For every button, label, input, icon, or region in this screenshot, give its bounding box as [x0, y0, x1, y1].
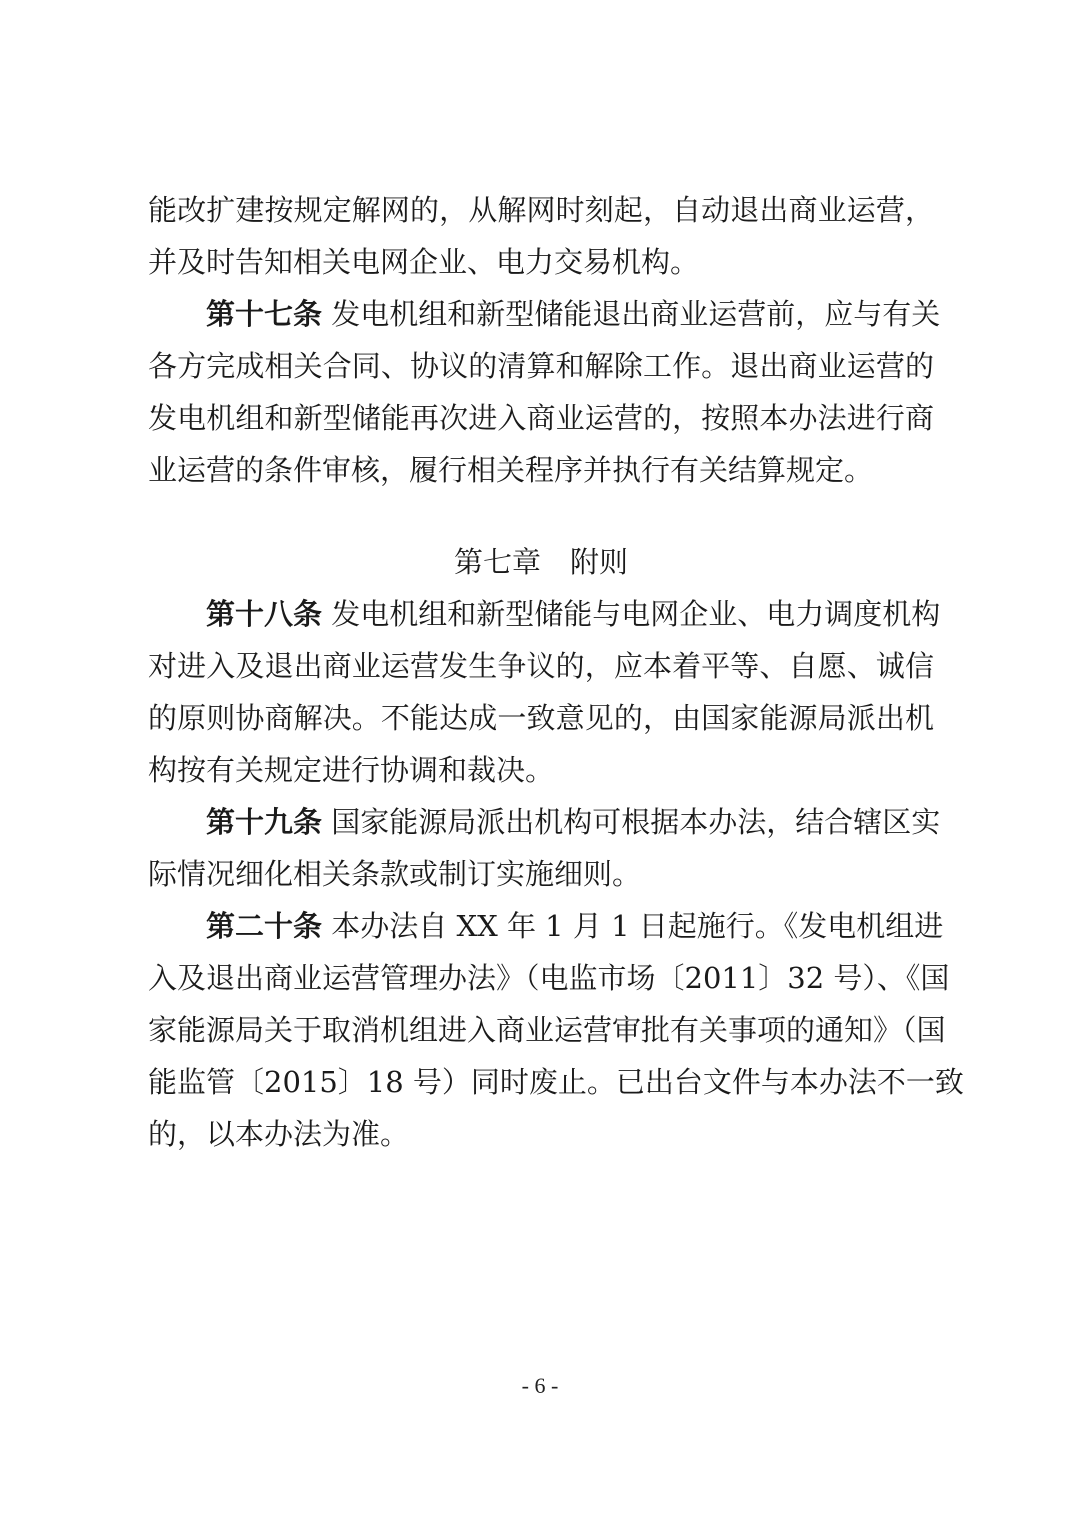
text-line: 能监管〔2015〕18 号）同时废止。已出台文件与本办法不一致	[148, 1065, 964, 1099]
article-number: 第二十条	[206, 909, 323, 943]
article-text: 本办法自 XX 年 1 月 1 日起施行。《发电机组进	[331, 909, 944, 943]
article-text: 发电机组和新型储能退出商业运营前，应与有关	[331, 297, 941, 331]
article-text: 发电机组和新型储能与电网企业、电力调度机构	[331, 597, 941, 631]
article-text: 国家能源局派出机构可根据本办法，结合辖区实	[331, 805, 941, 839]
article-18	[148, 588, 941, 796]
text-line: 家能源局关于取消机组进入商业运营审批有关事项的通知》（国	[148, 1013, 946, 1047]
text-line: 的原则协商解决。不能达成一致意见的，由国家能源局派出机	[148, 701, 934, 735]
document-body	[148, 184, 964, 1160]
text-line: 构按有关规定进行协调和裁决。	[148, 753, 555, 787]
article-17	[148, 288, 941, 496]
chapter-title: 第七章 附则	[453, 545, 628, 579]
text-line	[148, 588, 941, 640]
text-line	[148, 900, 944, 952]
text-line: 能改扩建按规定解网的，从解网时刻起，自动退出商业运营，	[148, 193, 934, 227]
text-line: 的，以本办法为准。	[148, 1117, 410, 1151]
article-number: 第十七条	[206, 297, 323, 331]
text-line: 对进入及退出商业运营发生争议的，应本着平等、自愿、诚信	[148, 649, 934, 683]
page-number: - 6 -	[521, 1373, 559, 1398]
article-19	[148, 796, 941, 900]
article-20	[148, 900, 964, 1160]
text-line: 发电机组和新型储能再次进入商业运营的，按照本办法进行商	[148, 401, 934, 435]
text-line: 并及时告知相关电网企业、电力交易机构。	[148, 245, 700, 279]
text-line: 际情况细化相关条款或制订实施细则。	[148, 857, 642, 891]
text-line: 各方完成相关合同、协议的清算和解除工作。退出商业运营的	[148, 349, 934, 383]
paragraph-continuation	[148, 184, 934, 288]
article-number: 第十八条	[206, 597, 323, 631]
text-line: 业运营的条件审核，履行相关程序并执行有关结算规定。	[148, 453, 874, 487]
article-number: 第十九条	[206, 805, 323, 839]
text-line	[148, 288, 941, 340]
text-line: 入及退出商业运营管理办法》（电监市场〔2011〕32 号）、《国	[148, 961, 950, 995]
text-line	[148, 796, 941, 848]
